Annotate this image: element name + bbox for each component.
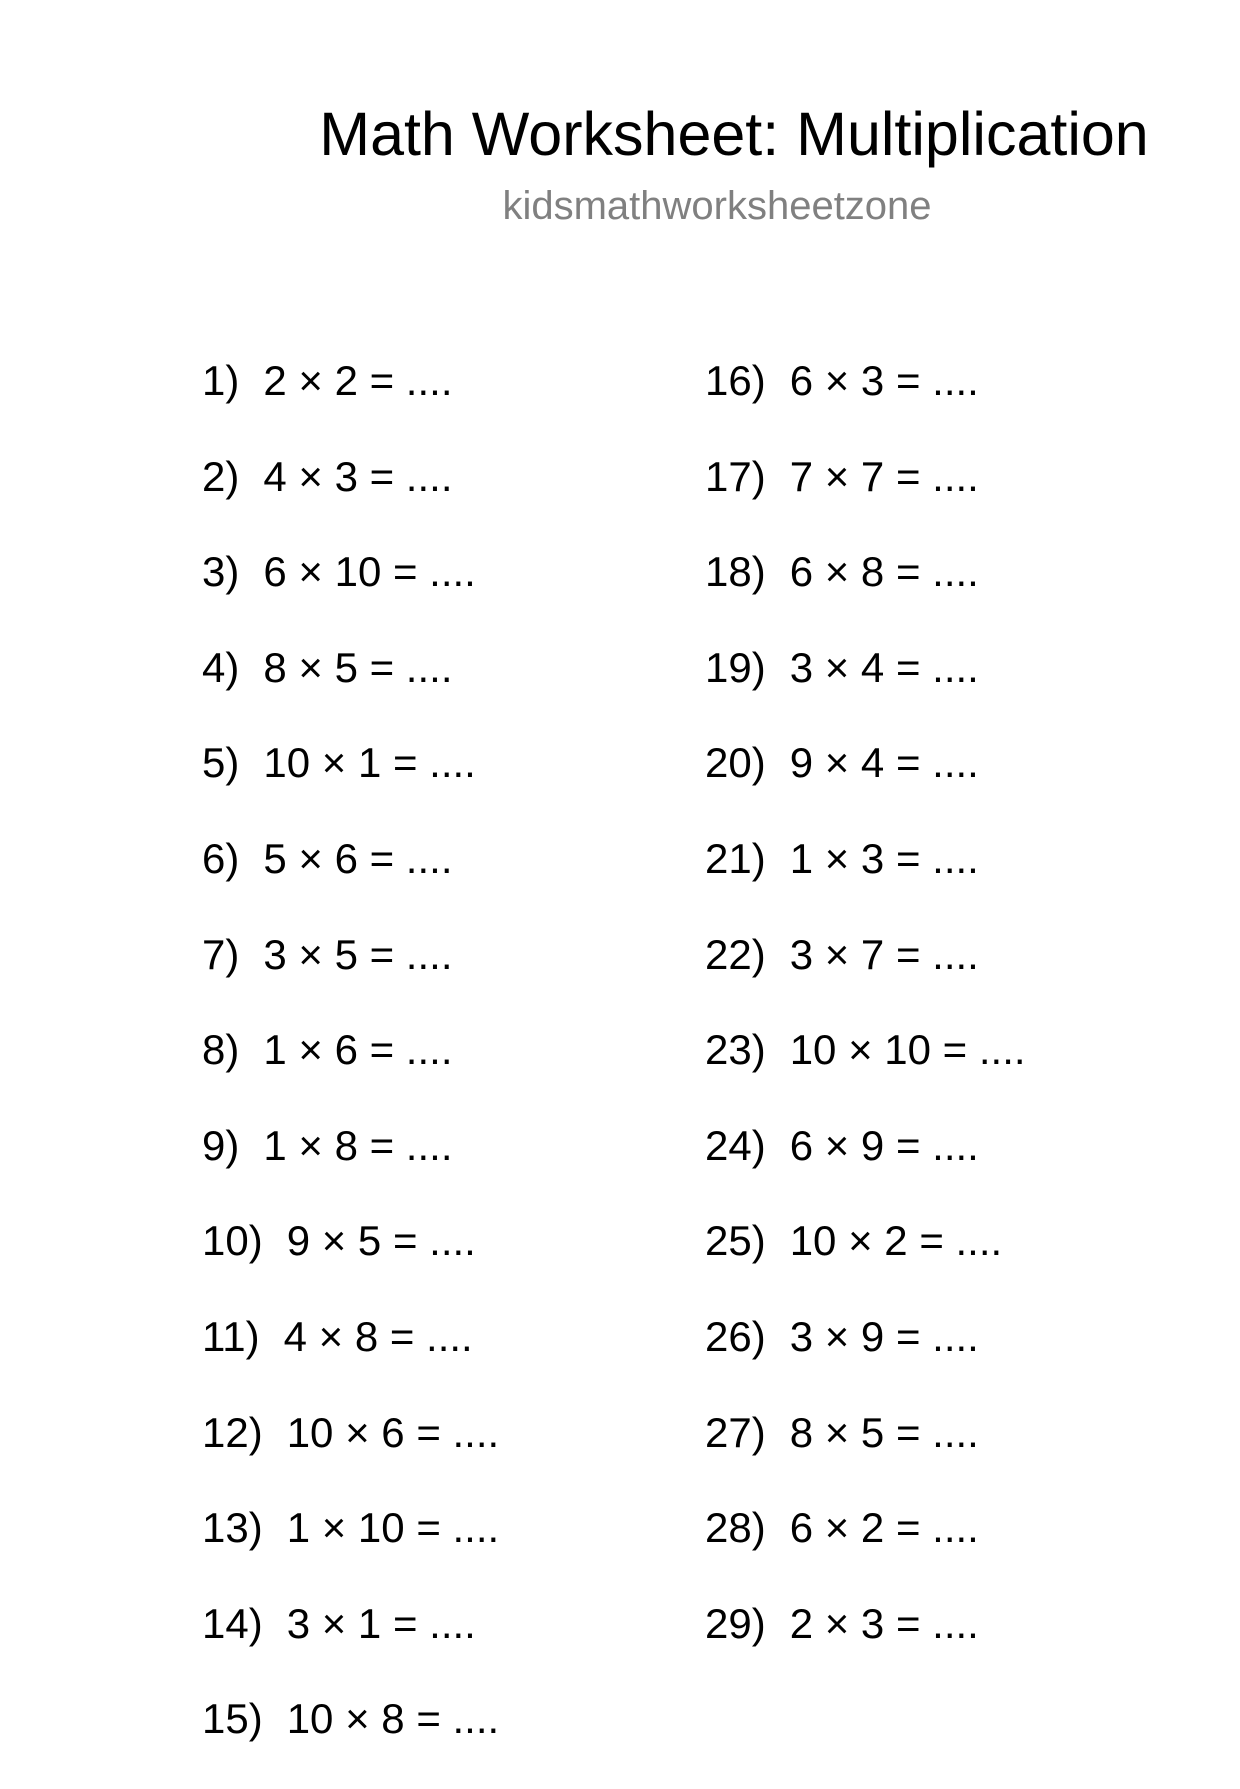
problem-item <box>705 1598 1026 1694</box>
problem-number: 17) <box>705 452 766 500</box>
problem-item <box>705 1120 1026 1216</box>
problem-item <box>202 1693 499 1789</box>
problem-item <box>202 1311 499 1407</box>
problem-item <box>705 1215 1026 1311</box>
problem-expression: 10 × 6 = .... <box>286 1408 500 1456</box>
problem-number: 29) <box>705 1599 766 1647</box>
problem-item <box>202 833 499 929</box>
problem-number: 27) <box>705 1408 766 1456</box>
problems-left-column <box>202 355 499 1789</box>
problem-item <box>202 546 499 642</box>
problem-expression: 8 × 5 = .... <box>263 643 453 691</box>
problem-number: 26) <box>705 1312 766 1360</box>
problem-number: 16) <box>705 357 766 404</box>
problem-expression: 8 × 5 = .... <box>789 1408 979 1456</box>
problem-item <box>202 1215 499 1311</box>
problem-number: 10) <box>202 1217 263 1265</box>
problem-number: 13) <box>202 1504 263 1552</box>
problem-expression: 6 × 9 = .... <box>789 1121 979 1169</box>
page-title: Math Worksheet: Multiplication <box>319 100 1149 168</box>
problem-number: 19) <box>705 643 766 691</box>
problem-expression: 1 × 3 = .... <box>789 834 979 882</box>
problem-number: 15) <box>202 1695 263 1743</box>
problem-expression: 4 × 8 = .... <box>283 1312 473 1360</box>
problem-number: 11) <box>202 1312 260 1360</box>
problem-item <box>202 1120 499 1216</box>
problem-item <box>202 451 499 547</box>
problem-item <box>202 1598 499 1694</box>
problem-expression: 9 × 4 = .... <box>789 739 979 787</box>
problem-item <box>202 1024 499 1120</box>
problem-number: 14) <box>202 1599 263 1647</box>
problem-expression: 6 × 10 = .... <box>263 548 476 596</box>
problem-number: 8) <box>202 1026 240 1074</box>
problem-expression: 10 × 2 = .... <box>789 1217 1003 1265</box>
problem-number: 23) <box>705 1026 766 1074</box>
problem-item <box>202 355 499 451</box>
problem-expression: 3 × 7 = .... <box>789 930 979 978</box>
problem-number: 6) <box>202 834 240 882</box>
problem-number: 7) <box>202 930 240 978</box>
problem-expression: 6 × 3 = .... <box>789 357 979 404</box>
problem-item <box>705 642 1026 738</box>
problems-right-column <box>705 355 1026 1693</box>
problem-expression: 3 × 5 = .... <box>263 930 453 978</box>
problem-item <box>705 451 1026 547</box>
problem-expression: 1 × 10 = .... <box>286 1504 500 1552</box>
problem-item <box>202 929 499 1025</box>
problem-expression: 3 × 4 = .... <box>789 643 979 691</box>
problem-number: 1) <box>202 357 240 404</box>
problem-number: 3) <box>202 548 240 596</box>
problem-item <box>705 929 1026 1025</box>
problem-item <box>202 737 499 833</box>
problem-item <box>202 642 499 738</box>
problem-expression: 2 × 3 = .... <box>789 1599 979 1647</box>
problem-expression: 1 × 8 = .... <box>263 1121 453 1169</box>
problem-item <box>705 1311 1026 1407</box>
problem-expression: 3 × 1 = .... <box>286 1599 476 1647</box>
problem-expression: 6 × 8 = .... <box>789 548 979 596</box>
problem-number: 2) <box>202 452 240 500</box>
problem-number: 20) <box>705 739 766 787</box>
problem-expression: 10 × 8 = .... <box>286 1695 500 1743</box>
problem-number: 4) <box>202 643 240 691</box>
problem-item <box>705 1502 1026 1598</box>
problem-item <box>705 1407 1026 1503</box>
problem-expression: 1 × 6 = .... <box>263 1026 453 1074</box>
problem-expression: 10 × 10 = .... <box>789 1026 1026 1074</box>
problem-expression: 6 × 2 = .... <box>789 1504 979 1552</box>
problem-number: 22) <box>705 930 766 978</box>
problem-number: 18) <box>705 548 766 596</box>
problem-number: 21) <box>705 834 766 882</box>
problem-expression: 2 × 2 = .... <box>263 357 453 404</box>
problem-expression: 4 × 3 = .... <box>263 452 453 500</box>
problem-expression: 10 × 1 = .... <box>263 739 476 787</box>
problem-expression: 3 × 9 = .... <box>789 1312 979 1360</box>
problem-number: 24) <box>705 1121 766 1169</box>
problem-item <box>202 1502 499 1598</box>
problem-number: 9) <box>202 1121 240 1169</box>
problem-item <box>705 737 1026 833</box>
problem-number: 25) <box>705 1217 766 1265</box>
problem-expression: 7 × 7 = .... <box>789 452 979 500</box>
problem-item <box>202 1407 499 1503</box>
problem-item <box>705 546 1026 642</box>
problem-item <box>705 833 1026 929</box>
problem-number: 12) <box>202 1408 263 1456</box>
problem-number: 5) <box>202 739 240 787</box>
site-subtitle: kidsmathworksheetzone <box>502 184 932 228</box>
problem-expression: 9 × 5 = .... <box>286 1217 476 1265</box>
problem-number: 28) <box>705 1504 766 1552</box>
problem-expression: 5 × 6 = .... <box>263 834 453 882</box>
problem-item <box>705 1024 1026 1120</box>
problem-item <box>705 355 1026 451</box>
